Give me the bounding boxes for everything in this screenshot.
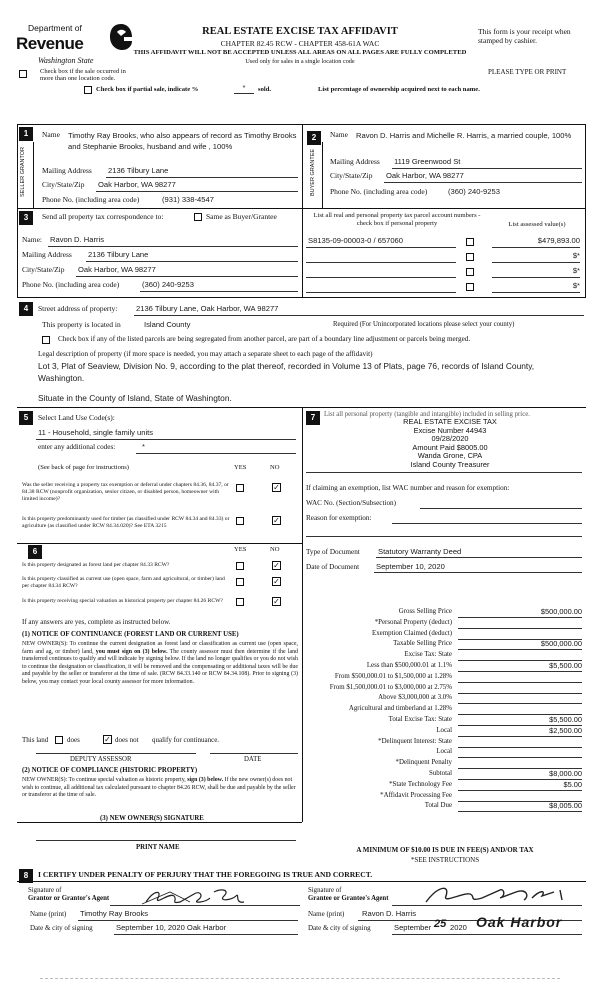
section-4-badge: 4: [19, 302, 33, 316]
seller-city-line: [96, 191, 298, 192]
notice-2-title: (2) NOTICE OF COMPLIANCE (HISTORIC PROPERTY): [22, 767, 198, 774]
wac-line: [420, 508, 582, 509]
buyer-name-label: Name: [330, 130, 348, 139]
calc-row-label: Total Excise Tax: State: [388, 715, 452, 723]
doc-date-label: Date of Document: [306, 563, 360, 571]
stamp-treasurer-name: Wanda Grone, CPA: [417, 451, 483, 461]
parcel-3-value-line: [492, 277, 580, 278]
q6-1-yes[interactable]: [236, 562, 244, 570]
buyer-city-label: City/State/Zip: [330, 171, 373, 180]
calc-row-value[interactable]: [458, 673, 582, 683]
logo-dept: Department of: [28, 23, 82, 33]
q5-2: Is this property predominantly used for timber (as classified under RCW 84.34 and 84.33) or agriculture (as classified under RCW 84.34.020)? See ETA 3215: [22, 516, 230, 529]
seller-name[interactable]: Timothy Ray Brooks, who also appears of record as Timothy Brooks and Stephanie Brooks, husband and wife , 100%: [68, 131, 297, 151]
corr-address[interactable]: 2136 Tilbury Lane: [88, 250, 149, 259]
calc-row-label: *Delinquent Penalty: [395, 759, 452, 767]
grantee-sig-line: [392, 905, 582, 906]
calc-row-value[interactable]: [458, 792, 582, 802]
buyer-name[interactable]: Ravon D. Harris and Michelle R. Harris, a married couple, 100%: [356, 131, 572, 140]
grantor-sig-line: [110, 905, 300, 906]
notice-1-a: NEW OWNER(S): To continue the current designation as forest land or classification as current use (open space, farm and ag, or timber) land,: [22, 641, 298, 655]
buyer-side-label: BUYER GRANTEE: [310, 148, 316, 196]
section-7-badge: 7: [306, 411, 320, 425]
excise-stamp: [380, 418, 520, 470]
reason-line-2: [306, 536, 582, 537]
correspondence-label: Send all property tax correspondence to:: [42, 212, 164, 221]
if-any-note: If any answers are yes, complete as instructed below.: [22, 618, 171, 626]
county[interactable]: Island County: [144, 320, 191, 329]
q6-3-no-checked[interactable]: ✓: [273, 597, 280, 606]
street-label: Street address of property:: [38, 304, 118, 313]
calc-row-label: Agricultural and timberland at 1.28%: [348, 705, 452, 713]
parties-divider: [302, 124, 303, 298]
this-land-label: This land: [22, 736, 49, 744]
land-use-line: [36, 439, 296, 440]
land-use-code[interactable]: 11 - Household, single family units: [38, 428, 154, 437]
section-6-badge: 6: [28, 545, 42, 559]
calc-row-label: *State Technology Fee: [389, 780, 452, 788]
seller-phone[interactable]: (931) 338-4547: [162, 195, 214, 204]
calc-row: [306, 651, 584, 662]
grantor-date-label: Date & city of signing: [30, 924, 93, 932]
seller-phone-label: Phone No. (including area code): [42, 195, 140, 204]
calc-row-label: Total Due: [424, 802, 452, 810]
buyer-address-line: [392, 168, 582, 169]
receipt-note: This form is your receipt when stamped by cashier.: [478, 27, 571, 45]
corr-city-label: City/State/Zip: [22, 265, 65, 274]
grantor-signature-icon[interactable]: [140, 884, 300, 910]
deputy-assessor-label: DEPUTY ASSESSOR: [70, 756, 132, 763]
section-1-badge: 1: [19, 127, 33, 141]
calc-row-value[interactable]: $500,000.00: [458, 640, 582, 650]
q6-3: Is this property receiving special valuation as historical property per chapter 84.26 RCW?: [22, 598, 223, 604]
parties-row-divider: [17, 208, 586, 209]
calc-row: [306, 705, 584, 716]
section-6-top: [17, 543, 302, 544]
street-line: [134, 315, 584, 316]
calc-row-label: Local: [436, 726, 452, 734]
grantee-sig-label-1: Signature of: [308, 887, 342, 894]
seller-side-divider: [33, 142, 34, 208]
partial-sale-checkbox[interactable]: [84, 86, 92, 94]
does-not-checkbox-checked[interactable]: ✓: [104, 735, 111, 744]
legal-situate[interactable]: Situate in the County of Island, State of Washington.: [38, 393, 232, 403]
buyer-address[interactable]: 1119 Greenwood St: [394, 157, 461, 166]
grantee-sig-label-2: Grantee or Grantee's Agent: [308, 895, 389, 902]
logo-state: Washington State: [38, 56, 94, 65]
stamp-excise-number: Excise Number 44943: [413, 425, 487, 435]
logo-revenue: Revenue: [16, 34, 84, 53]
calc-row: [306, 781, 584, 792]
corr-phone[interactable]: (360) 240-9253: [142, 280, 194, 289]
county-required-note: Required (For Unincorporated locations please select your county): [333, 321, 515, 328]
q5-2-yes[interactable]: [236, 517, 244, 525]
doc-type-label: Type of Document: [306, 548, 360, 556]
calc-row-label: Excise Tax: State: [404, 651, 452, 659]
grantor-name-line: [78, 920, 298, 921]
calc-row-label: *Personal Property (deduct): [374, 618, 452, 626]
q6-3-yes[interactable]: [236, 598, 244, 606]
does-label: does: [67, 736, 80, 744]
grantee-name[interactable]: Ravon D. Harris: [362, 909, 417, 918]
calc-row-value[interactable]: $5,500.00: [458, 662, 582, 672]
parcel-3-value[interactable]: $*: [572, 266, 580, 275]
q6-2-no-checked[interactable]: ✓: [273, 577, 280, 586]
personal-property-line-1: [306, 472, 582, 473]
partial-pct[interactable]: *: [234, 85, 254, 94]
single-code-note: Used only for sales in a single location code: [245, 58, 355, 65]
calc-row-value[interactable]: [458, 619, 582, 629]
form-title: REAL ESTATE EXCISE TAX AFFIDAVIT: [202, 26, 398, 37]
q6-1: Is this property designated as forest land per chapter 84.33 RCW?: [22, 562, 170, 568]
print-name-label: PRINT NAME: [136, 844, 180, 851]
calc-row-label: Less than $500,000.01 at 1.1%: [366, 661, 452, 669]
calc-row: [306, 770, 584, 781]
grantor-name-label: Name (print): [30, 910, 67, 918]
calc-row-value[interactable]: [458, 748, 582, 758]
q5-1-yes[interactable]: [236, 484, 244, 492]
corr-phone-label: Phone No. (including area code): [22, 280, 120, 289]
section-3-badge: 3: [19, 211, 33, 225]
calc-row-label: Subtotal: [429, 769, 452, 777]
calc-row-value[interactable]: $8,005.00: [458, 802, 582, 812]
calc-row: [306, 727, 584, 738]
notice-1-c: The county assessor must then determine if the land transferred continues to qualify and will indicate by signing below. If the land no longer qualifies or you do not wish to continue the designation or classification, it will be removed and the compensating or additional taxes will be due and payable by the seller or transferor at the time of sale. (RCW 84.33.140 or RCW 84.34.108). Prior to signing (3) below, you may contact your local county assessor for more information.: [22, 648, 298, 685]
stamp-title: REAL ESTATE EXCISE TAX: [403, 417, 497, 426]
calc-row: [306, 684, 584, 695]
segregation-label: Check box if any of the listed parcels are being segregated from another parcel, are part of a boundary line adjustment or parcels being merged.: [58, 335, 471, 343]
tax-calc-table: [306, 608, 584, 813]
grantor-sig-label: [28, 887, 109, 903]
seller-city-label: City/State/Zip: [42, 180, 85, 189]
calc-row: [306, 748, 584, 759]
calc-row-label: From $1,500,000.01 to $3,000,000 at 2.75%: [329, 683, 452, 691]
grantee-date-line: [392, 934, 582, 935]
legal-description[interactable]: Lot 3, Plat of Seaview, Division No. 9, according to the plat thereof, recorded in Volume 13 of Plats, page 76, records of Island County, Washington.: [38, 361, 535, 383]
grantee-date-city[interactable]: Oak Harbor: [476, 914, 563, 930]
calc-row-value[interactable]: $8,000.00: [458, 770, 582, 780]
seller-address-label: Mailing Address: [42, 166, 92, 175]
corr-name-label: Name:: [22, 235, 42, 244]
buyer-city-line: [384, 182, 582, 183]
stamp-amount: Amount Paid $8005.00: [412, 442, 488, 452]
corr-address-line: [86, 261, 298, 262]
calc-row: [306, 608, 584, 619]
multi-location-checkbox[interactable]: [19, 70, 27, 78]
grantee-date-year[interactable]: 2020: [450, 923, 467, 932]
calc-row: [306, 716, 584, 727]
yes-header-6: YES: [234, 546, 247, 553]
calc-row-value[interactable]: [458, 651, 582, 661]
no-header-5: NO: [270, 464, 280, 471]
calc-row: [306, 673, 584, 684]
calc-row-label: Taxable Selling Price: [393, 640, 452, 648]
partial-sold-label: sold.: [258, 86, 272, 93]
buyer-city[interactable]: Oak Harbor, WA 98277: [386, 171, 464, 180]
calc-row-label: Exemption Claimed (deduct): [372, 629, 452, 637]
ownership-note: List percentage of ownership acquired next to each name.: [318, 86, 480, 93]
assessor-line: [36, 753, 196, 754]
seller-address[interactable]: 2136 Tilbury Lane: [108, 166, 169, 175]
lower-divider: [302, 407, 303, 822]
calc-row: [306, 792, 584, 803]
new-owner-signature-label: (3) NEW OWNER(S) SIGNATURE: [100, 815, 204, 822]
doc-date[interactable]: September 10, 2020: [376, 562, 445, 571]
calc-row-label: Above $3,000,000 at 3.0%: [378, 694, 452, 702]
stamp-date: 09/28/2020: [431, 434, 469, 444]
notice-2-b: sign (3) below.: [187, 777, 224, 783]
wac-label: WAC No. (Section/Subsection): [306, 499, 397, 507]
assessor-date-line: [210, 753, 298, 754]
parcel-2-value[interactable]: $*: [572, 251, 580, 260]
calc-row-value[interactable]: $5.00: [458, 781, 582, 791]
calc-row-value[interactable]: [458, 759, 582, 769]
parcel-3-personal-checkbox[interactable]: [466, 268, 474, 276]
dor-logo: [14, 20, 132, 72]
parcel-1-value[interactable]: $479,893.00: [537, 236, 580, 245]
form-warning: THIS AFFIDAVIT WILL NOT BE ACCEPTED UNLESS ALL AREAS ON ALL PAGES ARE FULLY COMPLETED: [133, 49, 467, 56]
parcel-2-personal-checkbox[interactable]: [466, 253, 474, 261]
calc-row: [306, 738, 584, 749]
notice-2-a: NEW OWNER(S): To continue special valuation as historic property,: [22, 777, 186, 783]
parcel-1-line: [306, 247, 456, 248]
calc-row-value[interactable]: [458, 738, 582, 748]
section-5-badge: 5: [19, 411, 33, 425]
seller-city[interactable]: Oak Harbor, WA 98277: [98, 180, 176, 189]
calc-row: [306, 619, 584, 630]
q6-2: Is this property classified as current use (open space, farm and agricultural, or timber) land per chapter 84.34 RCW?: [22, 576, 225, 589]
calc-row-value[interactable]: $5,500.00: [458, 716, 582, 726]
yes-header-5: YES: [234, 464, 247, 471]
additional-codes-label: enter any additional codes:: [38, 443, 116, 451]
legal-label: Legal description of property (if more space is needed, you may attach a separate sheet to each page of the affidavit): [38, 350, 373, 358]
section-2-badge: 2: [307, 131, 321, 145]
does-not-label: does not: [115, 736, 139, 744]
calc-row-value[interactable]: [458, 705, 582, 715]
same-as-buyer-label: Same as Buyer/Grantee: [206, 212, 277, 221]
notice-2-c: If the new owner(s) does not wish to continue, all additional tax calculated pursuant to chapter 84.26 RCW, shall be due and payable by the seller or transferor at the time of sale.: [22, 777, 296, 799]
corr-city[interactable]: Oak Harbor, WA 98277: [78, 265, 156, 274]
does-checkbox[interactable]: [55, 736, 63, 744]
calc-row: [306, 662, 584, 673]
buyer-phone[interactable]: (360) 240-9253: [448, 187, 500, 196]
grantee-sig-label: [308, 887, 388, 903]
grantee-name-label: Name (print): [308, 910, 345, 918]
located-label: This property is located in: [42, 320, 121, 329]
grantor-sig-label-1: Signature of: [28, 887, 62, 894]
q5-1: Was the seller receiving a property tax exemption or deferral under chapters 84.36, 84.37, or 84.38 RCW (nonprofit organization, senior citizen, or disabled person, homeowner with limited income)?: [22, 482, 229, 502]
exemption-label: If claiming an exemption, list WAC number and reason for exemption:: [306, 484, 510, 492]
q6-1-no-checked[interactable]: ✓: [273, 561, 280, 570]
calc-row-label: *Delinquent Interest: State: [378, 737, 452, 745]
no-header-6: NO: [270, 546, 280, 553]
reason-line: [392, 523, 582, 524]
parcel-header: List all real and personal property tax parcel account numbers - check box if personal property: [313, 212, 481, 227]
calc-row-value[interactable]: $2,500.00: [458, 727, 582, 737]
see-instructions: *SEE INSTRUCTIONS: [410, 856, 480, 864]
grantee-date-label: Date & city of signing: [308, 924, 371, 932]
calc-row: [306, 759, 584, 770]
calc-row-label: *Affidavit Processing Fee: [380, 791, 452, 799]
parcel-4-value-line: [492, 292, 580, 293]
parcel-4-value[interactable]: $*: [572, 281, 580, 290]
qualify-label: qualify for continuance.: [152, 736, 220, 744]
corr-address-label: Mailing Address: [22, 250, 72, 259]
q6-2-yes[interactable]: [236, 578, 244, 586]
stamp-treasurer-title: Island County Treasurer: [410, 459, 490, 469]
parcel-3-line: [306, 277, 456, 278]
grantee-date-day[interactable]: 25: [434, 918, 447, 930]
grantor-name[interactable]: Timothy Ray Brooks: [80, 909, 149, 918]
seller-address-line: [106, 177, 298, 178]
form-chapter: CHAPTER 82.45 RCW - CHAPTER 458-61A WAC: [220, 39, 380, 48]
parcel-1-value-line: [492, 247, 580, 248]
page-footer-rule: [40, 978, 560, 979]
assessed-value-header: List assessed value(s): [508, 221, 566, 228]
doc-type[interactable]: Statutory Warranty Deed: [378, 547, 462, 556]
multi-location-label: Check box if the sale occurred in more than one location code.: [40, 68, 126, 83]
partial-sale-label: Check box if partial sale, indicate %: [96, 86, 199, 93]
same-as-buyer-checkbox[interactable]: [194, 213, 202, 221]
buyer-side-divider: [322, 142, 323, 208]
segregation-checkbox[interactable]: [42, 336, 50, 344]
section-8-top: [17, 822, 302, 823]
calc-row-value[interactable]: [458, 694, 582, 704]
back-note: (See back of page for instructions): [38, 464, 129, 471]
reason-label: Reason for exemption:: [306, 514, 372, 522]
notice-1-text: [22, 641, 298, 687]
personal-property-label: List all personal property (tangible and intangible) included in selling price.: [324, 411, 530, 418]
grantee-date-month[interactable]: September: [394, 923, 432, 932]
street-address[interactable]: 2136 Tilbury Lane, Oak Harbor, WA 98277: [136, 304, 279, 313]
calc-row: [306, 694, 584, 705]
parcel-2-line: [306, 262, 456, 263]
calc-row: [306, 802, 584, 813]
q5-2-no-checked[interactable]: ✓: [273, 516, 280, 525]
section-8-badge: 8: [19, 869, 33, 883]
doc-date-line: [374, 572, 582, 573]
additional-codes[interactable]: *: [142, 442, 145, 451]
notice-2-text: [22, 777, 298, 800]
certify-statement: I CERTIFY UNDER PENALTY OF PERJURY THAT THE FOREGOING IS TRUE AND CORRECT.: [38, 870, 373, 879]
grantor-sig-label-2: Grantor or Grantor's Agent: [28, 895, 110, 902]
calc-row-label: From $500,000.01 to $1,500,000 at 1.28%: [334, 672, 452, 680]
logo-mark-icon: [108, 22, 134, 52]
parcel-1-personal-checkbox[interactable]: [466, 238, 474, 246]
calc-row-value[interactable]: [458, 630, 582, 640]
parcel-4-personal-checkbox[interactable]: [466, 283, 474, 291]
new-owner-signature-line: [36, 840, 296, 841]
type-print-note: PLEASE TYPE OR PRINT: [488, 68, 567, 76]
buyer-address-label: Mailing Address: [330, 157, 380, 166]
doc-type-line: [376, 557, 582, 558]
assessor-date-label: DATE: [244, 756, 262, 763]
land-use-label: Select Land Use Code(s):: [38, 413, 115, 422]
calc-row-label: Local: [436, 748, 452, 756]
calc-row: [306, 640, 584, 651]
calc-row-value[interactable]: $500,000.00: [458, 608, 582, 618]
calc-row-value[interactable]: [458, 684, 582, 694]
parcel-4-line: [306, 292, 456, 293]
notice-1-title: (1) NOTICE OF CONTINUANCE (FOREST LAND OR CURRENT USE): [22, 631, 239, 638]
corr-name-line: [48, 246, 298, 247]
parcel-2-value-line: [492, 262, 580, 263]
minimum-note: A MINIMUM OF $10.00 IS DUE IN FEE(S) AND/OR TAX: [356, 846, 534, 854]
additional-codes-line: [136, 453, 296, 454]
grantor-date[interactable]: September 10, 2020 Oak Harbor: [116, 923, 227, 932]
parcel-1-number[interactable]: S8135-09-00003-0 / 657060: [308, 236, 403, 245]
corr-city-line: [76, 276, 298, 277]
corr-name[interactable]: Ravon D. Harris: [50, 235, 105, 244]
buyer-phone-label: Phone No. (including area code): [330, 187, 428, 196]
notice-1-b: you must sign on (3) below.: [95, 648, 168, 655]
q5-1-no-checked[interactable]: ✓: [273, 483, 280, 492]
calc-row-label: Gross Selling Price: [398, 608, 452, 615]
seller-side-label: SELLER GRANTOR: [20, 146, 26, 198]
grantor-date-line: [114, 934, 298, 935]
seller-name-label: Name: [42, 130, 60, 139]
corr-phone-line: [140, 291, 298, 292]
